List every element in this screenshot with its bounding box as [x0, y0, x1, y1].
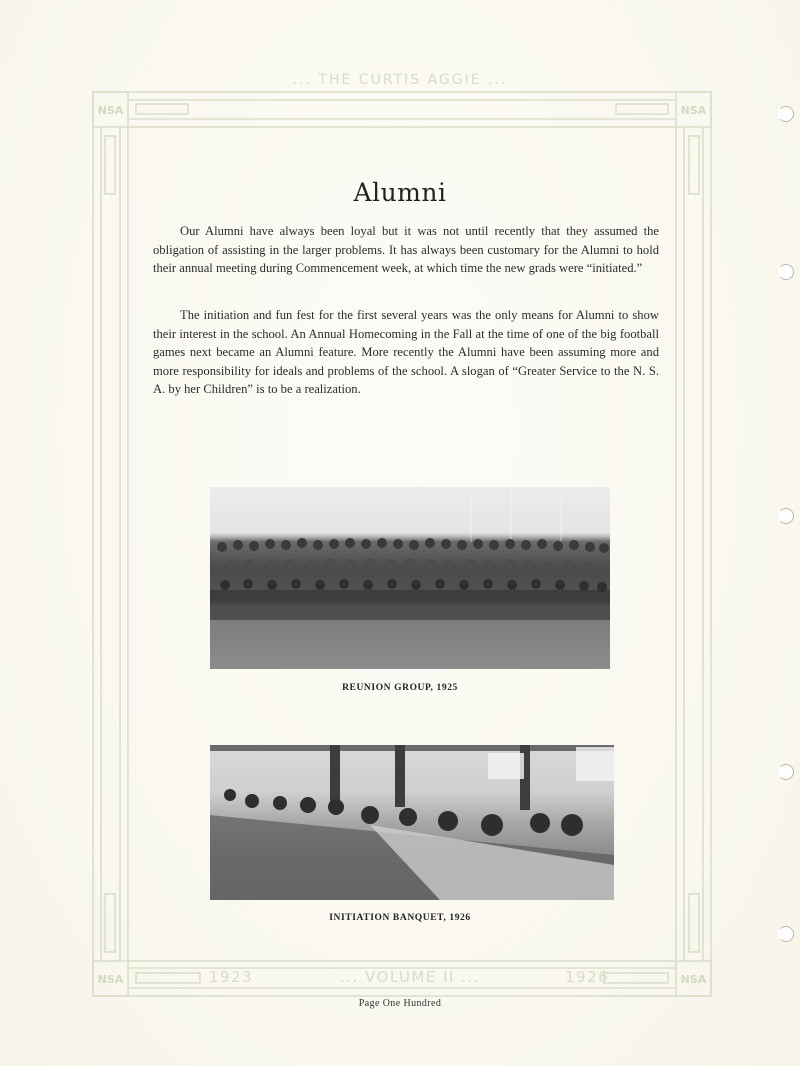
footer-year-start: 1923 — [209, 968, 254, 986]
initiation-banquet-photo — [210, 745, 614, 900]
page-title: Alumni — [353, 178, 447, 207]
corner-monogram: NSA — [97, 973, 124, 986]
corner-monogram: NSA — [680, 104, 707, 117]
corner-monogram: NSA — [97, 104, 124, 117]
paragraph-1: Our Alumni have always been loyal but it was not until recently that they assumed the obligation of assisting in the larger problems. It has always been customary for the Alumni to hold their annual meeting during Commencement week, at which time the new grads were “initiated.” — [153, 224, 659, 275]
banquet-illustration — [210, 745, 614, 900]
reunion-group-photo — [210, 487, 610, 669]
running-head: ... THE CURTIS AGGIE ... — [292, 72, 508, 88]
corner-monogram: NSA — [680, 973, 707, 986]
paragraph-2: The initiation and fun fest for the first several years was the only means for Alumni to show their interest in the school. An Annual Homecoming in the Fall at the time of one of the big football games next became an Alumni feature. More recently the Alumni have been assuming more and more responsibility for ideals and problems of the school. A slogan of “Greater Service to the N. S. A. by her Children” is to be a realization. — [153, 308, 659, 396]
photo-caption: INITIATION BANQUET, 1926 — [329, 913, 471, 923]
page-number: Page One Hundred — [358, 998, 442, 1009]
reunion-group-illustration — [210, 487, 610, 669]
photo-caption: REUNION GROUP, 1925 — [342, 683, 458, 693]
footer-year-end: 1926 — [565, 968, 610, 986]
footer-volume: ... VOLUME II ... — [339, 968, 481, 986]
